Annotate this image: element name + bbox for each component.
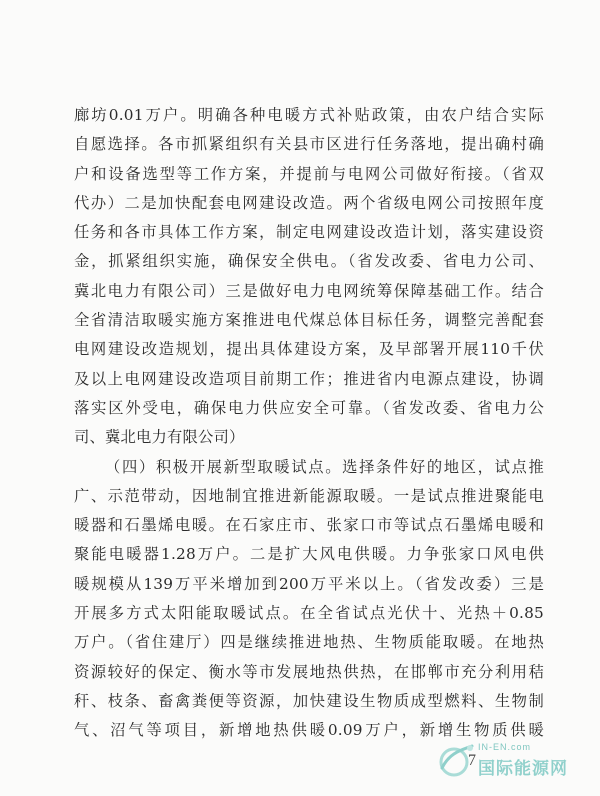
text-line: 户和设备选型等工作方案，并提前与电网公司做好衔接。（省双 xyxy=(74,164,544,183)
text-line: 气、沼气等项目，新增地热供暖0.09万户，新增生物质供暖 xyxy=(74,721,544,740)
text-line: 秆、枝条、畜禽粪便等资源，加快建设生物质成型燃料、生物制 xyxy=(74,691,544,710)
text-line: 万户。（省住建厅）四是继续推进地热、生物质能取暖。在地热 xyxy=(74,633,544,652)
in-en-logo-icon xyxy=(436,742,476,780)
watermark-big-text: 国际能源网 xyxy=(478,759,568,779)
text-line: 及以上电网建设改造项目前期工作；推进省内电源点建设，协调 xyxy=(74,369,544,388)
text-line: 电网建设改造规划，提出具体建设方案，及早部署开展110千伏 xyxy=(74,340,544,359)
text-line: 自愿选择。各市抓紧组织有关县市区进行任务落地，提出确村确 xyxy=(74,135,544,154)
text-line: 广、示范带动，因地制宜推进新能源取暖。一是试点推进聚能电 xyxy=(74,486,544,505)
page-number: 7 xyxy=(468,752,476,769)
text-line: 落实区外受电，确保电力供应安全可靠。（省发改委、省电力公 xyxy=(74,398,544,417)
text-line: 暖器和石墨烯电暖。在石家庄市、张家口市等试点石墨烯电暖和 xyxy=(74,516,544,535)
watermark xyxy=(436,736,586,784)
text-line: 冀北电力有限公司）三是做好电力电网统筹保障基础工作。结合 xyxy=(74,281,544,300)
text-line: 金，抓紧组织实施，确保安全供电。（省发改委、省电力公司、 xyxy=(74,252,544,271)
text-line: 司、冀北电力有限公司） xyxy=(74,428,245,447)
text-line: 资源较好的保定、衡水等市发展地热供热，在邯郸市充分利用秸 xyxy=(74,662,544,681)
text-line: 廊坊0.01万户。明确各种电暖方式补贴政策，由农户结合实际 xyxy=(74,106,544,124)
text-line: 任务和各市具体工作方案，制定电网建设改造计划，落实建设资 xyxy=(74,223,544,242)
text-line: 代办）二是加快配套电网建设改造。两个省级电网公司按照年度 xyxy=(74,193,544,212)
text-line: 全省清洁取暖实施方案推进电代煤总体目标任务，调整完善配套 xyxy=(74,311,544,330)
text-line: 开展多方式太阳能取暖试点。在全省试点光伏十、光热＋0.85 xyxy=(74,604,544,623)
section-heading-line: （四）积极开展新型取暖试点。选择条件好的地区，试点推 xyxy=(105,457,544,476)
text-line: 暖规模从139万平米增加到200万平米以上。（省发改委）三是 xyxy=(74,574,544,593)
watermark-small-text: IN-EN.com xyxy=(478,742,532,752)
body-text xyxy=(74,101,544,746)
text-line: 聚能电暖器1.28万户。二是扩大风电供暖。力争张家口风电供 xyxy=(74,545,544,564)
